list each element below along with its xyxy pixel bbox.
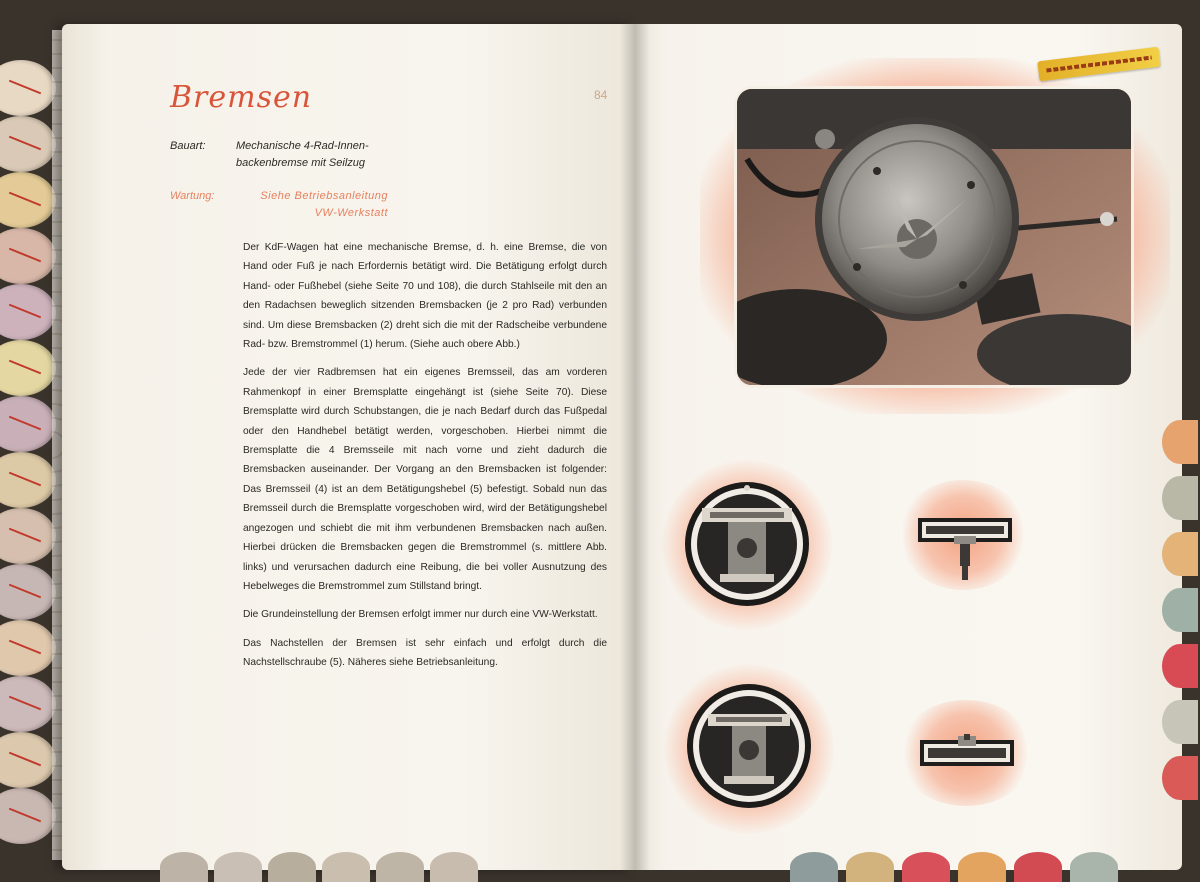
index-tab[interactable] <box>0 396 56 452</box>
index-tab[interactable] <box>902 852 950 882</box>
index-tab[interactable] <box>430 852 478 882</box>
spec-value-maintenance: Siehe Betriebsanleitung VW-Werkstatt <box>260 190 388 219</box>
index-tab[interactable] <box>0 452 56 508</box>
page-number: 84 <box>594 88 608 102</box>
brake-cross-section-applied <box>916 514 1014 584</box>
brake-drum-photo <box>734 86 1134 388</box>
paragraph: Der KdF-Wagen hat eine mechanische Bremse, d. h. eine Bremse, die von Hand oder Fuß je nach Erfordernis betätigt wird. Die Betätigung erfolgt durch Hand- oder Fußhebel (siehe Seite 70 und 108), die durch Stahlseile mit den an den Radachsen beweglich sitzenden Bremsbacken (je 2 pro Rad) verbunden sind. Um diese Bremsbacken (2) dreht sich die mit der Radscheibe verbundene Rad- bzw. Bremstrommel (1) herum. (Siehe auch obere Abb.) <box>243 242 607 351</box>
index-tab[interactable] <box>0 340 56 396</box>
index-tab[interactable] <box>790 852 838 882</box>
index-tab[interactable] <box>1162 700 1198 744</box>
index-tab[interactable] <box>1162 588 1198 632</box>
bottom-edge-tabs <box>0 852 1200 873</box>
index-tab[interactable] <box>0 508 56 564</box>
index-tab[interactable] <box>0 172 56 228</box>
paragraph: Die Grundeinstellung der Bremsen erfolgt immer nur durch eine VW-Werkstatt. <box>243 609 598 621</box>
thumb-index-tabs <box>0 60 60 860</box>
index-tab[interactable] <box>1162 476 1198 520</box>
index-tab[interactable] <box>0 116 56 172</box>
book-gutter <box>620 24 650 870</box>
index-tab[interactable] <box>322 852 370 882</box>
index-tab[interactable] <box>1162 532 1198 576</box>
index-tab[interactable] <box>846 852 894 882</box>
index-tab[interactable] <box>0 228 56 284</box>
index-tab[interactable] <box>160 852 208 882</box>
index-tab[interactable] <box>0 620 56 676</box>
index-tab[interactable] <box>0 788 56 844</box>
index-tab[interactable] <box>1070 852 1118 882</box>
brake-shoe-diagram-applied <box>684 478 810 610</box>
brake-drum-illustration <box>737 89 1131 385</box>
index-tab[interactable] <box>1014 852 1062 882</box>
index-tab[interactable] <box>0 284 56 340</box>
page-title: Bremsen <box>170 80 313 115</box>
index-tab[interactable] <box>958 852 1006 882</box>
spec-label-maintenance: Wartung: <box>170 190 215 202</box>
spec-label-construction: Bauart: <box>170 140 206 152</box>
index-tab[interactable] <box>0 564 56 620</box>
index-tab[interactable] <box>376 852 424 882</box>
index-tab[interactable] <box>214 852 262 882</box>
index-tab[interactable] <box>1162 420 1198 464</box>
brake-cross-section-released <box>918 734 1016 774</box>
index-tab[interactable] <box>0 60 56 116</box>
index-tab[interactable] <box>1162 756 1198 800</box>
index-tab[interactable] <box>0 732 56 788</box>
index-tab[interactable] <box>0 676 56 732</box>
index-tab[interactable] <box>1162 644 1198 688</box>
index-tab[interactable] <box>268 852 316 882</box>
right-edge-tabs <box>1162 420 1200 820</box>
brake-shoe-diagram-released <box>686 680 812 812</box>
spec-value-construction: Mechanische 4-Rad-Innen- backenbremse mit Seilzug <box>236 140 369 169</box>
paragraph: Jede der vier Radbremsen hat ein eigenes Bremsseil, das am vorderen Rahmenkopf in einer Bremsplatte eingehängt ist (siehe Seite 70). Diese Bremsplatte wird durch Schubstangen, die je nach Bedarf durch das Fußpedal oder den Handhebel betätigt werden, vorgeschoben. Hierbei nimmt die Bremsplatte die 4 Bremsseile mit nach vorne und zieht dadurch die Bremsbacken auseinander. Der Vorgang an den Bremsbacken ist folgender: Das Bremsseil (4) ist an dem Betätigungshebel (5) befestigt. Sobald nun das Bremsseil durch die Bremsplatte vorgeschoben wird, wird der Betätigungshebel angezogen und schiebt die mit ihm verbundenen Bremsbacken nach außen. Hierbei drücken die Bremsbacken gegen die Bremstrommel (s. mittlere Abb. links) und verursachen dadurch eine Reibung, die bei voller Ausnutzung des Hebelweges die Bremstrommel zum Stillstand bringt. <box>243 367 607 592</box>
paragraph: Das Nachstellen der Bremsen ist sehr einfach und erfolgt durch die Nachstellschraube (5). Näheres siehe Betriebsanleitung. <box>243 637 607 669</box>
body-text <box>243 238 607 682</box>
